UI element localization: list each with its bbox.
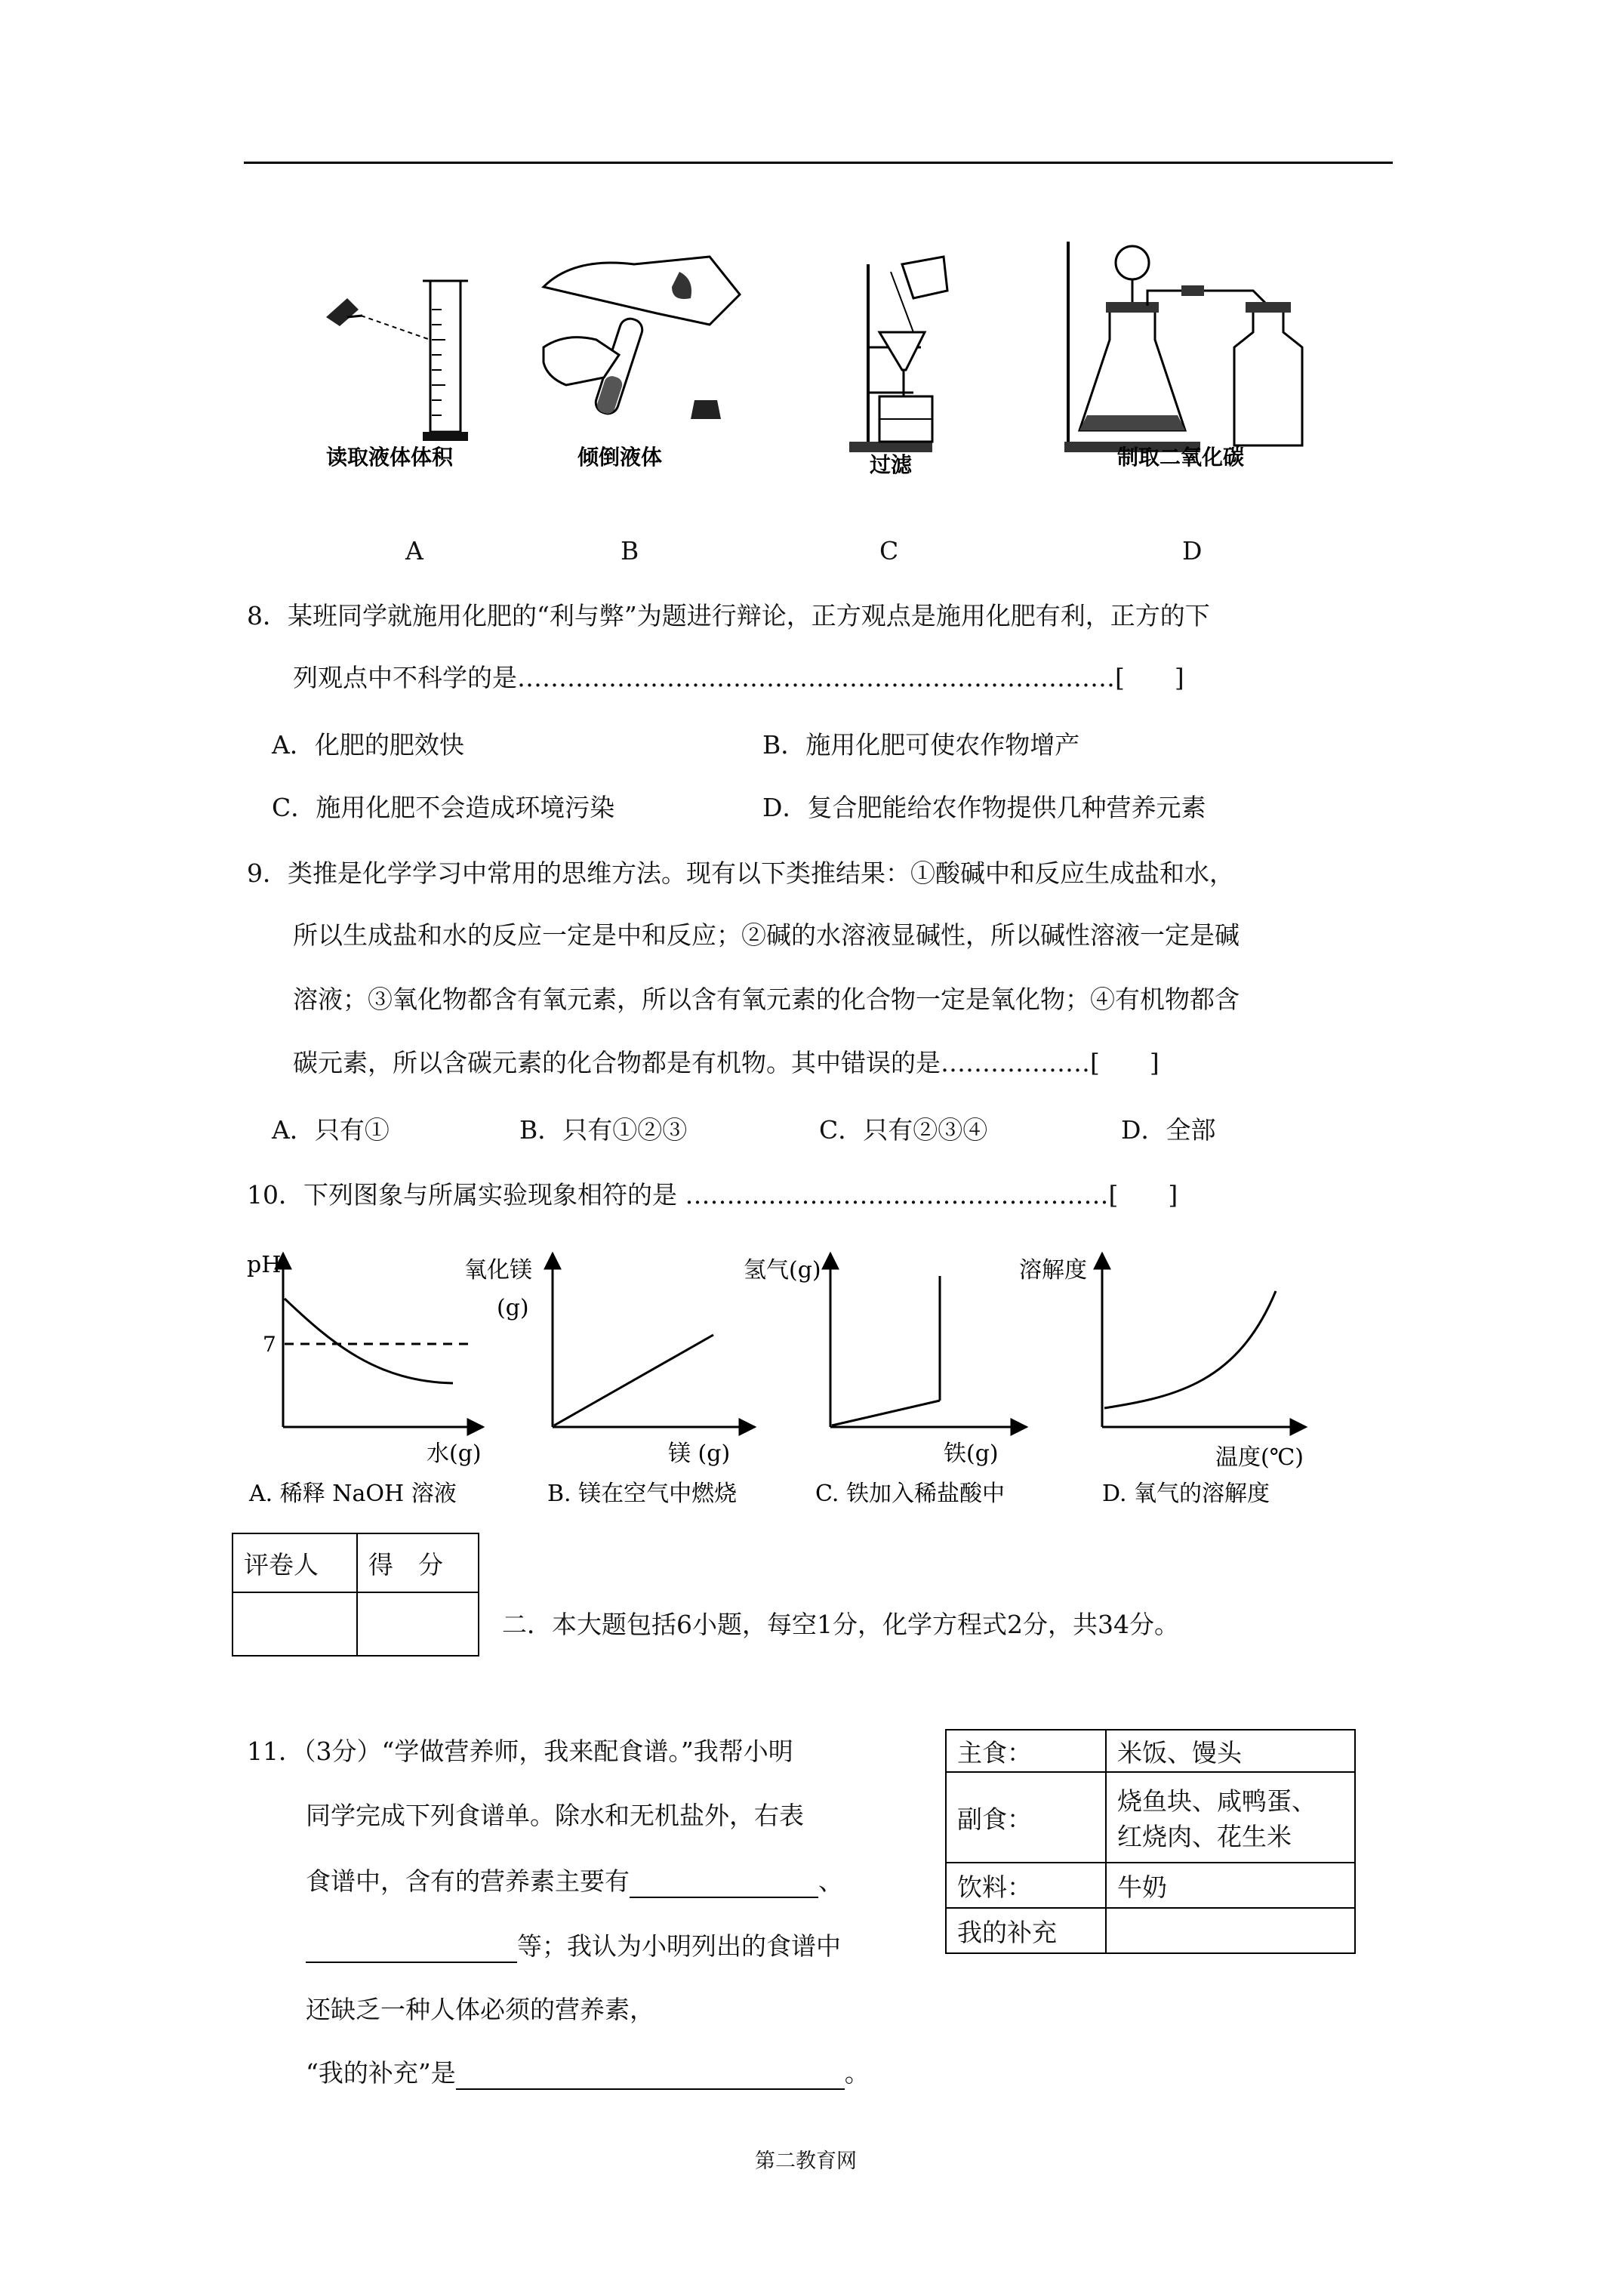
graph-d	[1019, 1253, 1306, 1507]
answer-blank-2[interactable]	[306, 1936, 517, 1963]
q8-option-b: B．施用化肥可使农作物增产	[762, 730, 1080, 760]
graph-d-xlabel: 温度(℃)	[1215, 1444, 1304, 1471]
graph-a	[247, 1252, 483, 1507]
graph-d-ylabel: 溶解度	[1019, 1257, 1087, 1284]
menu-table	[945, 1729, 1356, 1954]
q7-figures	[317, 227, 1412, 476]
q9-option-a: A．只有①	[272, 1115, 390, 1145]
menu-value-supplement[interactable]	[1106, 1908, 1355, 1953]
q9-option-c: C．只有②③④	[819, 1115, 988, 1145]
menu-value-drink: 牛奶	[1106, 1863, 1355, 1908]
graph-b-xlabel: 镁 (g)	[668, 1441, 731, 1467]
score-box	[232, 1533, 479, 1657]
q11-line3-text: 食谱中，含有的营养素主要有	[306, 1866, 630, 1896]
graph-a-ymark: 7	[263, 1332, 276, 1357]
menu-label-side: 副食：	[946, 1772, 1106, 1863]
graph-c-xlabel: 铁(g)	[944, 1441, 999, 1467]
section-2-heading: 二．本大题包括6小题，每空1分，化学方程式2分，共34分。	[502, 1610, 1179, 1639]
q9-line2: 所以生成盐和水的反应一定是中和反应；②碱的水溶液显碱性，所以碱性溶液一定是碱	[293, 920, 1240, 950]
option-letter-b: B	[621, 536, 639, 566]
q11-line1: 11．（3分）“学做营养师，我来配食谱。”我帮小明	[247, 1737, 793, 1766]
q8-option-a: A．化肥的肥效快	[272, 730, 464, 760]
graph-b-ylabel: 氧化镁	[464, 1257, 532, 1284]
graph-a-ylabel: pH	[247, 1252, 282, 1278]
q8-line1: 8．某班同学就施用化肥的“利与弊”为题进行辩论，正方观点是施用化肥有利，正方的下	[247, 601, 1210, 630]
graph-d-caption: D. 氧气的溶解度	[1102, 1481, 1270, 1507]
menu-label-supplement: 我的补充	[946, 1908, 1106, 1953]
q10-line: 10．下列图象与所属实验现象相符的是 ……………………………………………[ ]	[247, 1180, 1178, 1210]
menu-value-side-1: 烧鱼块、咸鸭蛋、	[1117, 1786, 1317, 1816]
menu-value-side	[1106, 1772, 1355, 1863]
graph-c-caption: C. 铁加入稀盐酸中	[815, 1481, 1005, 1507]
q11-line4	[306, 1930, 841, 1963]
pouring-liquid-figure	[544, 257, 740, 470]
q11-line3	[306, 1865, 843, 1898]
menu-value-side-2: 红烧肉、花生米	[1117, 1822, 1292, 1851]
menu-label-drink: 饮料：	[946, 1863, 1106, 1908]
q11-line3-sep: 、	[818, 1866, 843, 1896]
q9-line1: 9．类推是化学学习中常用的思维方法。现有以下类推结果：①酸碱中和反应生成盐和水，	[247, 858, 1234, 888]
q10-graphs	[242, 1238, 1374, 1518]
graph-b-caption: B. 镁在空气中燃烧	[547, 1481, 738, 1507]
figure-caption: 过滤	[870, 452, 913, 476]
q8-option-c: C．施用化肥不会造成环境污染	[272, 793, 615, 822]
co2-apparatus-figure	[1064, 242, 1302, 470]
q9-option-d: D．全部	[1121, 1115, 1216, 1145]
q11-line6	[306, 2057, 870, 2090]
figure-caption: 倾倒液体	[577, 445, 663, 470]
graph-a-xlabel: 水(g)	[427, 1441, 482, 1467]
graph-c	[744, 1253, 1027, 1507]
score-box-score-cell	[357, 1592, 479, 1656]
answer-blank-3[interactable]	[456, 2063, 845, 2090]
q8-line2: 列观点中不科学的是………………………………………………………………[ ]	[293, 663, 1184, 692]
menu-label-staple: 主食：	[946, 1730, 1106, 1772]
header-rule	[244, 162, 1393, 164]
q9-line4: 碳元素，所以含碳元素的化合物都是有机物。其中错误的是………………[ ]	[293, 1048, 1160, 1077]
graph-b-ylabel2: (g)	[497, 1295, 529, 1321]
figure-caption: 读取液体体积	[326, 445, 454, 470]
graph-b	[464, 1253, 755, 1507]
q9-line3: 溶液；③氧化物都含有氧元素，所以含有氧元素的化合物一定是氧化物；④有机物都含	[293, 985, 1240, 1014]
figure-caption: 制取二氧化碳	[1117, 445, 1245, 470]
filtration-figure	[849, 257, 947, 476]
q11-line6-end: 。	[844, 2058, 870, 2088]
q11-line2: 同学完成下列食谱单。除水和无机盐外，右表	[306, 1801, 804, 1830]
option-letter-d: D	[1182, 536, 1203, 566]
q11-line4-text: 等；我认为小明列出的食谱中	[517, 1931, 841, 1961]
answer-blank-1[interactable]	[630, 1871, 818, 1898]
graduated-cylinder-figure	[326, 281, 468, 470]
graph-c-ylabel: 氢气(g)	[744, 1257, 821, 1284]
menu-value-staple: 米饭、馒头	[1106, 1730, 1355, 1772]
option-letter-c: C	[879, 536, 899, 566]
option-letter-a: A	[405, 536, 423, 566]
q9-option-b: B．只有①②③	[519, 1115, 688, 1145]
score-box-score-header: 得 分	[357, 1533, 479, 1592]
score-box-grader-header: 评卷人	[233, 1533, 357, 1592]
score-box-grader-cell	[233, 1592, 357, 1656]
graph-a-caption: A. 稀释 NaOH 溶液	[249, 1481, 457, 1507]
page-footer: 第二教育网	[755, 2150, 857, 2173]
q11-line5: 还缺乏一种人体必须的营养素，	[306, 1995, 654, 2024]
q11-line6-text: “我的补充”是	[306, 2058, 456, 2088]
q8-option-d: D．复合肥能给农作物提供几种营养元素	[762, 793, 1206, 822]
